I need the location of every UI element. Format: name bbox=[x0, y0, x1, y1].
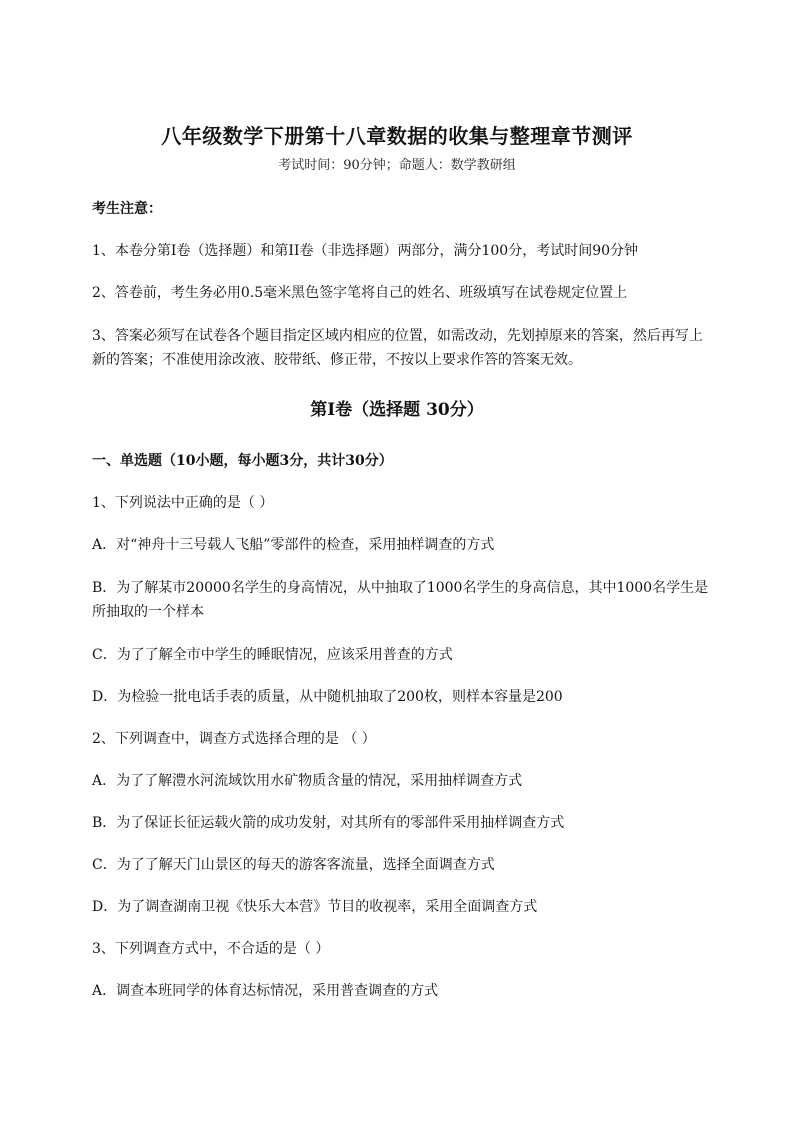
question-option: A．为了了解澧水河流域饮用水矿物质含量的情况，采用抽样调查方式 bbox=[92, 773, 523, 789]
question-option: A．对“神舟十三号载人飞船”零部件的检查，采用抽样调查的方式 bbox=[92, 537, 495, 553]
question-option: C．为了了解全市中学生的睡眠情况，应该采用普查的方式 bbox=[92, 647, 453, 663]
exam-info: 考试时间：90分钟；命题人：数学教研组 bbox=[278, 158, 516, 173]
notice-item: 2、答卷前，考生务必用0.5毫米黑色签字笔将自己的姓名、班级填写在试卷规定位置上 bbox=[92, 285, 628, 301]
question-option: C．为了了解天门山景区的每天的游客客流量，选择全面调查方式 bbox=[92, 857, 495, 873]
notice-item: 3、答案必须写在试卷各个题目指定区域内相应的位置，如需改动，先划掉原来的答案，然后再写上新的答案；不准使用涂改液、胶带纸、修正带，不按以上要求作答的答案无效。 bbox=[92, 328, 703, 368]
question-stem: 1、下列说法中正确的是（ ） bbox=[92, 495, 274, 511]
question-option: D．为检验一批电话手表的质量，从中随机抽取了200枚，则样本容量是200 bbox=[92, 689, 563, 705]
part-heading: 一、单选题（10小题，每小题3分，共计30分） bbox=[92, 453, 393, 469]
section-title: 第I卷（选择题 30分） bbox=[310, 400, 484, 420]
page-title: 八年级数学下册第十八章数据的收集与整理章节测评 bbox=[161, 124, 633, 148]
question-option: B．为了解某市20000名学生的身高情况，从中抽取了1000名学生的身高信息，其中1000名学生是所抽取的一个样本 bbox=[92, 580, 709, 620]
question-stem: 2、下列调查中，调查方式选择合理的是 （ ） bbox=[92, 731, 376, 747]
notice-heading: 考生注意： bbox=[92, 201, 162, 217]
question-stem: 3、下列调查方式中，不合适的是（ ） bbox=[92, 941, 330, 957]
question-option: B．为了保证长征运载火箭的成功发射，对其所有的零部件采用抽样调查方式 bbox=[92, 815, 565, 831]
question-option: D．为了调查湖南卫视《快乐大本营》节目的收视率，采用全面调查方式 bbox=[92, 899, 538, 915]
notice-item: 1、本卷分第I卷（选择题）和第II卷（非选择题）两部分，满分100分，考试时间90分钟 bbox=[92, 243, 639, 259]
question-option: A．调查本班同学的体育达标情况，采用普查调查的方式 bbox=[92, 983, 439, 999]
